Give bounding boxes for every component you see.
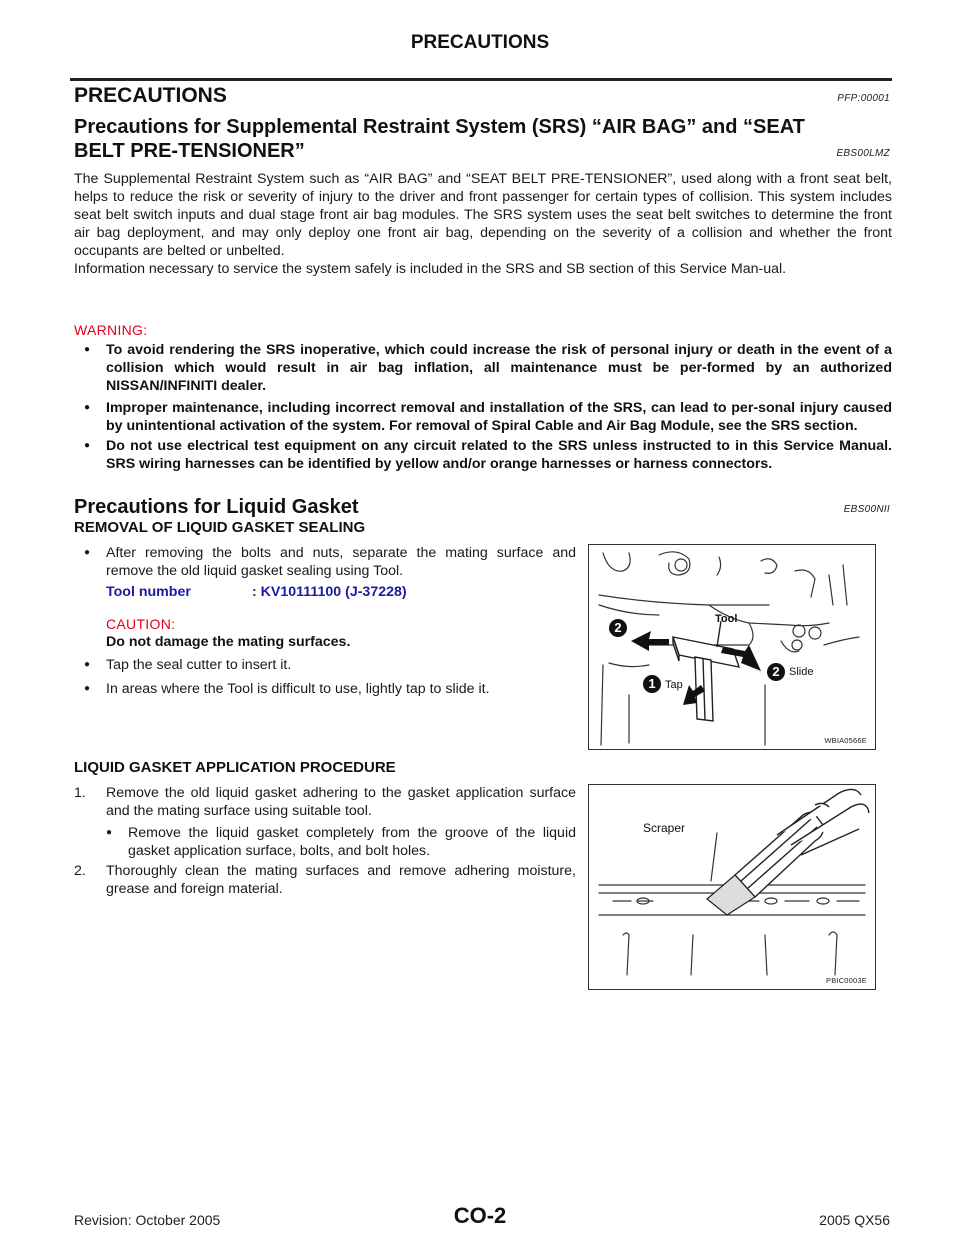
figure-label-slide: Slide [789,666,814,678]
step-1-badge: 1 [643,675,661,693]
step-2: 2. Thoroughly clean the mating surfaces and remove adhering moisture, grease and foreign material. [74,863,576,897]
application-heading: LIQUID GASKET APPLICATION PROCEDURE [74,759,396,776]
tool-number-label: Tool number [106,584,191,600]
caution-text: Do not damage the mating surfaces. [106,634,351,650]
section-title: PRECAUTIONS [74,84,227,107]
removal-heading: REMOVAL OF LIQUID GASKET SEALING [74,519,366,536]
bullet-icon: ● [84,440,91,451]
srs-title-line2: BELT PRE-TENSIONER” [74,140,305,162]
warning-bullet-1: ● To avoid rendering the SRS inoperative, which could increase the risk of personal injury or death in the event of a collision which would result in air bag inflation, all maintenance must be per-formed by an authorized NISSAN/INFINITI dealer. [84,342,892,394]
tool-number-value: : KV10111100 (J-37228) [252,584,407,600]
figure-label-tool: Tool [715,613,738,625]
figure-label-scraper: Scraper [643,821,686,835]
footer-page-number: CO-2 [453,1203,507,1228]
footer-revision: Revision: October 2005 [74,1212,221,1228]
bullet-icon: ● [106,827,113,838]
bullet-icon: ● [84,344,91,355]
tool-figure [588,544,876,750]
srs-title-line1: Precautions for Supplemental Restraint System (SRS) “AIR BAG” and “SEAT [74,116,805,138]
step-2-badge-right: 2 [767,663,785,681]
warning-label: WARNING: [74,322,148,338]
running-header: PRECAUTIONS [410,32,550,53]
step-1-sub-bullet: ● Remove the liquid gasket completely from the groove of the liquid gasket application surface, bolts, and bolt holes. [106,825,576,859]
bullet-icon: ● [84,659,91,670]
gasket-code: EBS00NII [843,504,890,515]
tool-number [106,584,407,600]
step-2-badge-left: 2 [609,619,627,637]
removal-bullet-3: ● In areas where the Tool is difficult to use, lightly tap to slide it. [84,681,490,697]
srs-code: EBS00LMZ [836,148,890,159]
srs-paragraph-1: The Supplemental Restraint System such as “AIR BAG” and “SEAT BELT PRE-TENSIONER”, used along with a front seat belt, helps to reduce the risk or severity of injury to the driver and front passenger for certain types of collision. This system includes seat belt switch inputs and dual stage front air bag modules. The SRS system uses the seat belt switches to determine the front air bag deployment, and may only deploy one front air bag, depending on the severity of a collision and whether the front occupants are belted or unbelted. [74,171,892,259]
removal-bullet-2: ● Tap the seal cutter to insert it. [84,657,292,673]
warning-bullet-2: ● Improper maintenance, including incorrect removal and installation of the SRS, can lead to per-sonal injury caused by unintentional activation of the system. For removal of Spiral Cable and Air Bag Module, see the SRS section. [84,400,892,434]
figure-code: PBIC0003E [826,976,867,985]
removal-bullet-1: ● After removing the bolts and nuts, separate the mating surface and remove the old liquid gasket sealing using Tool. [84,545,576,579]
header-rule [70,78,892,81]
srs-paragraph-2: Information necessary to service the system safely is included in the SRS and SB section of this Service Man-ual. [74,261,787,277]
step-1: 1. Remove the old liquid gasket adhering to the gasket application surface and the mating surface using suitable tool. [74,785,576,819]
bullet-icon: ● [84,683,91,694]
caution-label: CAUTION: [106,616,176,632]
gasket-title: Precautions for Liquid Gasket [74,496,359,518]
section-code: PFP:00001 [837,93,890,104]
bullet-icon: ● [84,547,91,558]
figure-code: WBIA0566E [824,736,867,745]
scraper-illustration [589,785,875,989]
scraper-figure [588,784,876,990]
bullet-icon: ● [84,402,91,413]
warning-bullet-3: ● Do not use electrical test equipment on any circuit related to the SRS unless instructed to in this Service Manual. SRS wiring harnesses can be identified by yellow and/or orange harnesses or harness connectors. [84,438,892,472]
tool-illustration [589,545,875,749]
figure-label-tap: Tap [665,679,683,691]
footer-model: 2005 QX56 [819,1212,890,1228]
